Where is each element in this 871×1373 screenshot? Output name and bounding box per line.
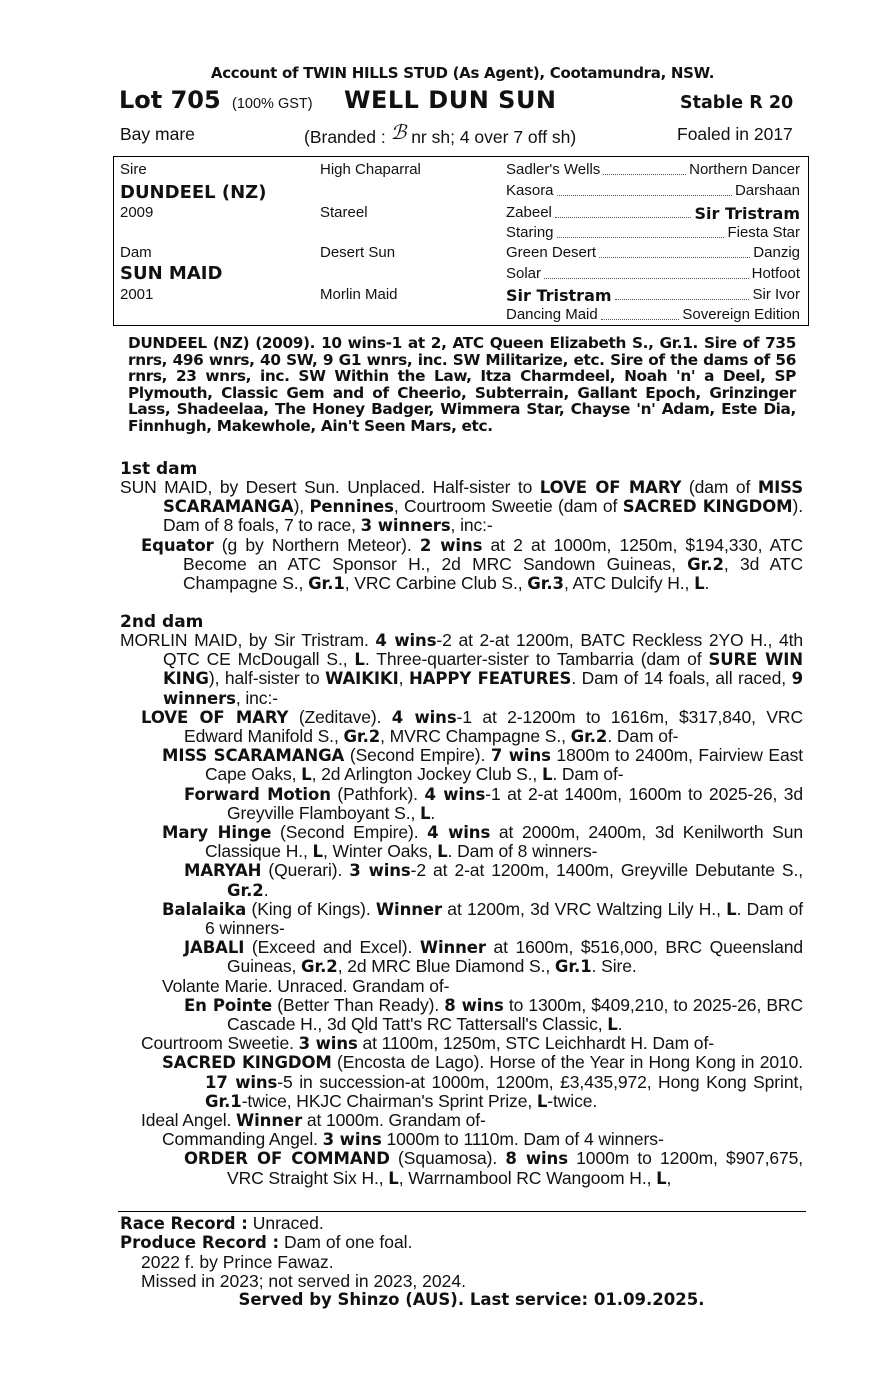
bold-text: Gr.2 (687, 554, 724, 574)
family-entry (120, 1053, 803, 1111)
text-run: Courtroom Sweetie. (141, 1033, 299, 1054)
text-run: . (704, 573, 710, 594)
dot-leader (599, 257, 750, 258)
text-run: Commanding Angel. (162, 1129, 323, 1150)
records-rule (118, 1211, 806, 1212)
text-run: . Dam of 8 winners- (447, 841, 598, 862)
bold-text: L (726, 899, 737, 919)
sire-name: DUNDEEL (NZ) (120, 182, 267, 203)
ancestor-name: Kasora (506, 182, 554, 199)
text-run: , (398, 668, 409, 689)
bold-text: Gr.2 (227, 880, 264, 900)
bold-text: Forward Motion (184, 784, 331, 804)
foaled-year: Foaled in 2017 (677, 124, 793, 144)
text-run: 1000m to 1200m, $907,675, VRC Straight Six H., (227, 1148, 804, 1188)
family-entry (120, 938, 803, 976)
ancestor-sire-name: Sir Tristram (694, 204, 800, 223)
text-run: . (430, 802, 436, 823)
text-run: Volante Marie. Unraced. Grandam of- (162, 975, 450, 996)
bold-text: 3 winners (360, 516, 451, 536)
ancestor-sire-name: Sir Ivor (752, 286, 800, 303)
dot-leader (555, 217, 691, 218)
brand-suffix: nr sh; 4 over 7 off sh) (411, 127, 577, 147)
first-dam-paragraph (120, 478, 803, 536)
second-dam-heading: 2nd dam (120, 612, 204, 632)
bold-text: 17 wins (205, 1072, 278, 1092)
text-run: 1000m to 1110m. Dam of 4 winners- (381, 1129, 664, 1150)
family-entry (120, 785, 803, 823)
dam-label: Dam (120, 244, 152, 261)
sire-sire: High Chaparral (320, 161, 421, 178)
ancestor-sire-name: Darshaan (734, 182, 800, 199)
ancestor-name: Staring (506, 224, 554, 241)
bold-text: SACRED KINGDOM (162, 1053, 332, 1073)
text-run: at 2 at 1000m, 1250m, $194,330, ATC Become an ATC Sponsor H., 2d MRC Sandown Guineas, (183, 534, 803, 574)
text-run: . Dam of- (607, 726, 679, 747)
ancestor-name: Dancing Maid (506, 306, 598, 323)
first-dam-heading: 1st dam (120, 459, 198, 479)
family-entry (120, 1034, 803, 1053)
bold-text: 3 wins (298, 1034, 358, 1054)
text-run: to 1300m, $409,210, to 2025-26, BRC Cascade H., 3d Qld Tatt's RC Tattersall's Classic, (227, 994, 803, 1035)
sire-summary: DUNDEEL (NZ) (2009). 10 wins-1 at 2, ATC Queen Elizabeth S., Gr.1. Sire of 735 rnrs, 496 wnrs, 40 SW, 9 G1 wnrs, inc. SW Militarize, etc. Sire of the dams of 56 rnrs, 23 wnrs, inc. SW Within the Law, Itza Charmdeel, Noah 'n' a Deel, SP Plymouth, Classic Gem and of Cheerio, Subterrain, Gallant Epoch, Grinzinger Lass, Shadeelaa, The Honey Badger, Wimmera Star, Chayse 'n' Adam, Este Dia, Finnhugh, Makewhole, Ain't Seen Mars, etc. (128, 334, 796, 435)
text-run: (Zeditave). (288, 706, 392, 727)
bold-text: Gr.2 (570, 727, 608, 747)
bold-text: Mary Hinge (162, 823, 272, 843)
race-record-value: Unraced. (252, 1213, 324, 1233)
text-run: , 2d MRC Blue Diamond S., (337, 956, 555, 977)
ancestor-sire-name: Danzig (753, 244, 800, 261)
bold-text: 3 wins (322, 1130, 382, 1150)
text-run: . Three-quarter-sister to Tambarria (dam of (364, 649, 709, 670)
bold-text: L (419, 803, 431, 823)
bold-text: L (541, 765, 553, 785)
ancestor-name: Solar (506, 265, 542, 282)
family-entry (120, 1149, 803, 1187)
sire-year: 2009 (120, 204, 154, 221)
text-run: (Second Empire). (271, 822, 428, 843)
text-run: (King of Kings). (246, 898, 376, 919)
family-entry (120, 823, 803, 861)
bold-text: Gr.1 (554, 957, 592, 977)
text-run: -2 at 2-at 1200m, BATC Reckless 2YO H., 4th QTC CE McDougall S., (163, 630, 803, 670)
text-run: , 3d ATC Champagne S., (183, 553, 803, 594)
bold-text: 4 wins (391, 707, 457, 727)
bold-text: MISS SCARAMANGA (162, 746, 345, 766)
bold-text: WAIKIKI (325, 669, 399, 689)
bold-text: L (312, 842, 323, 862)
bold-text: 4 wins (427, 823, 491, 843)
produce-line: Missed in 2023; not served in 2023, 2024. (141, 1271, 466, 1291)
dam-dam: Morlin Maid (320, 286, 398, 303)
pedigree-table (113, 156, 809, 326)
bold-text: L (607, 1015, 618, 1035)
family-entry (120, 900, 803, 938)
text-run: ), (293, 496, 310, 517)
text-run: ). Dam of 8 foals, 7 to race, (163, 496, 804, 536)
bold-text: MARYAH (184, 861, 262, 881)
text-run: (dam of (681, 477, 758, 497)
text-run: ), half-sister to (208, 668, 326, 689)
bold-text: Gr.2 (343, 727, 381, 747)
bold-text: Gr.2 (301, 957, 338, 977)
text-run: -2 at 2-at 1200m, 1400m, Greyville Debutante S., (410, 860, 803, 881)
text-run: Ideal Angel. (141, 1110, 237, 1131)
text-run: SUN MAID, by Desert Sun. Unplaced. Half-sister to (120, 477, 540, 497)
family-entry (120, 1111, 803, 1130)
text-run: . (263, 879, 269, 900)
text-run: , VRC Carbine Club S., (344, 573, 528, 594)
text-run: (Encosta de Lago). Horse of the Year in Hong Kong in 2010. (331, 1052, 803, 1073)
produce-record-value: Dam of one foal. (284, 1232, 413, 1252)
bold-text: MISS SCARAMANGA (163, 478, 804, 517)
ancestor-sire-name: Hotfoot (751, 265, 800, 282)
text-run: . Dam of 6 winners- (205, 898, 804, 939)
ancestor-sire-name: Fiesta Star (727, 224, 800, 241)
bold-text: 9 winners (163, 669, 803, 708)
text-run: 1800m to 2400m, Fairview East Cape Oaks, (205, 745, 804, 785)
text-run: . Sire. (591, 956, 637, 977)
text-run: -5 in succession-at 1000m, 1200m, £3,435,972, Hong Kong Sprint, (277, 1071, 803, 1092)
dot-leader (544, 278, 749, 279)
text-run: , inc:- (450, 515, 493, 536)
bold-text: L (388, 1168, 399, 1188)
bold-text: LOVE OF MARY (141, 707, 289, 727)
brand-prefix: (Branded : (304, 127, 386, 147)
family-entry (120, 996, 803, 1034)
gst-note: (100% GST) (232, 96, 313, 112)
first-dam-section (120, 478, 803, 593)
bold-text: JABALI (184, 938, 245, 958)
vendor-account: Account of TWIN HILLS STUD (As Agent), Cootamundra, NSW. (210, 64, 715, 82)
bold-text: Winner (375, 899, 442, 919)
bold-text: SURE WIN KING (163, 650, 803, 689)
text-run: -twice, HKJC Chairman's Sprint Prize, (241, 1090, 537, 1111)
text-run: , Courtroom Sweetie (dam of (393, 496, 623, 517)
bold-text: 8 wins (505, 1149, 568, 1169)
text-run: (Querari). (261, 860, 350, 881)
text-run: . Dam of- (552, 764, 624, 785)
text-run: -1 at 2-at 1400m, 1600m to 2025-26, 3d Greyville Flamboyant S., (227, 783, 803, 823)
family-entry (120, 977, 803, 996)
text-run: at 1100m, 1250m, STC Leichhardt H. Dam of- (357, 1033, 714, 1054)
text-run: (Better Than Ready). (272, 994, 445, 1015)
text-run: . (617, 1014, 623, 1035)
bold-text: 8 wins (444, 995, 504, 1015)
stable-location: Stable R 20 (680, 93, 794, 113)
family-entry (120, 746, 803, 784)
race-record (120, 1213, 324, 1234)
text-run: , (666, 1167, 672, 1188)
bold-text: 4 wins (424, 784, 486, 804)
text-run: , 2d Arlington Jockey Club S., (311, 764, 542, 785)
produce-line: 2022 f. by Prince Fawaz. (141, 1252, 334, 1272)
bold-text: En Pointe (184, 995, 273, 1015)
text-run: (Pathfork). (330, 783, 425, 804)
text-run: -1 at 2-1200m to 1616m, $317,840, VRC Edward Manifold S., (184, 706, 804, 747)
bold-text: Gr.3 (527, 574, 564, 594)
family-entry (120, 708, 803, 746)
bold-text: HAPPY FEATURES (408, 669, 572, 689)
bold-text: Winner (236, 1111, 303, 1131)
bold-text: LOVE OF MARY (539, 478, 682, 497)
ancestor-sire-name: Sovereign Edition (682, 306, 800, 323)
text-run: (Exceed and Excel). (244, 937, 420, 958)
dam-year: 2001 (120, 286, 154, 303)
bold-text: Gr.1 (205, 1091, 242, 1111)
produce-record-label: Produce Record : (120, 1233, 280, 1252)
text-run: , Warrnambool RC Wangoom H., (398, 1167, 657, 1188)
text-run: , MVRC Champagne S., (380, 726, 571, 747)
bold-text: L (437, 842, 448, 862)
dot-leader (615, 299, 749, 300)
bold-text: Balalaika (162, 899, 247, 919)
first-dam-foal (120, 536, 803, 594)
race-record-label: Race Record : (120, 1214, 248, 1233)
bold-text: L (354, 650, 365, 670)
horse-sex: Bay mare (120, 124, 195, 144)
text-run: . Dam of 14 foals, all raced, (571, 668, 792, 689)
text-run: MORLIN MAID, by Sir Tristram. (120, 630, 376, 650)
ancestor-name: Sadler's Wells (506, 161, 601, 178)
bold-text: Gr.1 (308, 574, 345, 594)
ancestor-name: Sir Tristram (506, 286, 612, 305)
text-run: (Squamosa). (389, 1148, 506, 1169)
bold-text: Winner (419, 938, 486, 958)
bold-text: L (301, 765, 312, 785)
produce-record (120, 1232, 412, 1253)
text-run: -twice. (547, 1090, 598, 1111)
sire-label: Sire (120, 161, 147, 178)
dot-leader (557, 237, 724, 238)
family-entry (120, 861, 803, 899)
bold-text: L (694, 574, 705, 594)
bold-text: SACRED KINGDOM (622, 497, 793, 517)
dot-leader (557, 195, 732, 196)
bold-text: L (536, 1091, 548, 1111)
bold-text: 3 wins (349, 861, 411, 881)
bold-text: ORDER OF COMMAND (184, 1149, 390, 1169)
dot-leader (601, 319, 679, 320)
text-run: (g by Northern Meteor). (213, 534, 420, 555)
bold-text: Equator (141, 535, 214, 555)
dam-sire: Desert Sun (320, 244, 396, 261)
dam-name: SUN MAID (120, 263, 223, 284)
horse-name: WELL DUN SUN (344, 86, 557, 114)
bold-text: 4 wins (375, 631, 437, 650)
family-entry (120, 631, 803, 708)
ancestor-name: Zabeel (506, 204, 552, 221)
text-run: , inc:- (235, 687, 278, 708)
bold-text: 7 wins (490, 746, 551, 766)
text-run: at 1000m. Grandam of- (302, 1110, 486, 1131)
text-run: , Winter Oaks, (322, 841, 438, 862)
bold-text: 2 wins (419, 535, 483, 555)
bold-text: L (656, 1168, 667, 1188)
text-run: at 2000m, 2400m, 3d Kenilworth Sun Classique H., (205, 822, 804, 862)
text-run: at 1200m, 3d VRC Waltzing Lily H., (442, 898, 727, 919)
family-entry (120, 1130, 803, 1149)
lot-number: Lot 705 (119, 86, 221, 114)
brand-description (304, 120, 577, 148)
sire-dam: Stareel (320, 204, 368, 221)
second-dam-section (120, 631, 803, 1188)
text-run: , ATC Dulcify H., (563, 573, 695, 594)
dot-leader (603, 174, 686, 175)
ancestor-sire-name: Northern Dancer (689, 161, 800, 178)
service-note: Served by Shinzo (AUS). Last service: 01.09.2025. (238, 1290, 705, 1309)
ancestor-name: Green Desert (506, 244, 597, 261)
brand-mark-icon: ℬ (390, 120, 407, 144)
bold-text: Pennines (309, 497, 394, 517)
text-run: at 1600m, $516,000, BRC Queensland Guineas, (227, 937, 803, 977)
text-run: (Second Empire). (344, 745, 491, 766)
